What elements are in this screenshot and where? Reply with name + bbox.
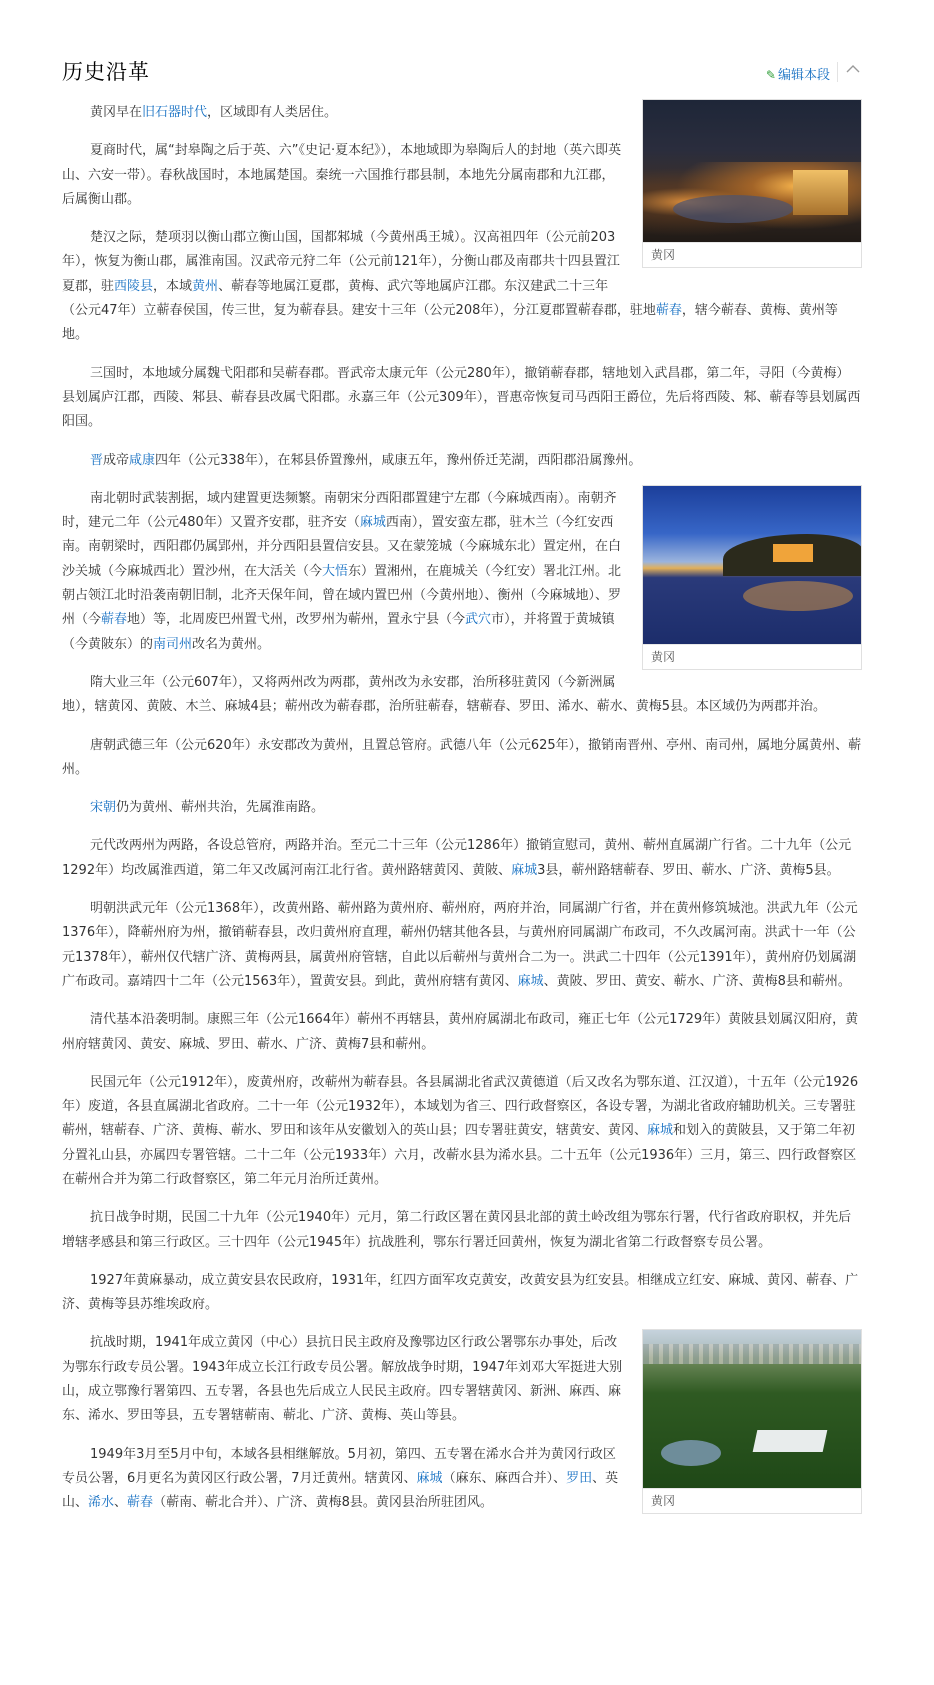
inline-link[interactable]: 麻城 [647,1123,674,1139]
paragraph-text: 西南），置安蛮左郡，驻木兰（今红安西南。南朝梁时，西阳郡仍属郢州，并分西阳县置信安县。又在蒙笼城（今麻城东北）置定州，在白沙关城（今麻城西北）置沙州，在大活关（今 [62,515,622,579]
paragraph-text: （蕲南、蕲北合并）、广济、黄梅8县。黄冈县治所驻团风。 [153,1495,493,1511]
inline-link[interactable]: 宋朝 [90,800,117,816]
paragraph [62,1071,862,1192]
paragraph-text: 南北朝时武装割据，域内建置更迭频繁。南朝宋分西阳郡置建宁左郡（今麻城西南）。南朝齐时，建元二年（公元480年）又置齐安郡，驻齐安（ [62,490,617,531]
paragraph-text: 楚汉之际，楚项羽以衡山郡立衡山国，国都邾城（今黄州禹王城）。汉高祖四年（公元前203年），恢复为衡山郡，属淮南国。汉武帝元狩二年（公元前121年），分衡山郡及南郡共十四县置江夏郡，驻 [62,230,620,294]
paragraph-text: ，本域 [153,278,193,294]
inline-link[interactable]: 浠水 [88,1495,115,1511]
paragraph-text: 3县，蕲州路辖蕲春、罗田、蕲水、广济、黄梅5县。 [537,862,840,878]
paragraph-text: 成帝 [103,452,130,468]
inline-link[interactable]: 旧石器时代 [142,105,208,120]
inline-link[interactable]: 武穴 [465,612,492,628]
inline-link[interactable]: 麻城 [359,515,386,531]
paragraph [62,671,862,720]
inline-link[interactable]: 麻城 [416,1470,443,1486]
night-city-photo[interactable] [643,100,861,242]
paragraph-text: 东）置湘州，在鹿城关（今红安）署北江州。北朝占领江北时沿袭南朝旧制，北齐天保年间，曾在域内置巴州（今黄州地）、衡州（今麻城地）、罗州（今 [62,563,622,628]
paragraph-text: 、黄陂、罗田、黄安、蕲水、广济、黄梅8县和蕲州。 [543,973,851,989]
image-figure[interactable] [642,485,862,670]
inline-link[interactable]: 麻城 [517,973,544,989]
dusk-lake-photo[interactable] [643,486,861,644]
inline-link[interactable]: 黄州 [192,278,219,294]
pencil-icon: ✎ [765,68,776,82]
paragraph [62,1269,862,1318]
paragraph-text: 隋大业三年（公元607年），又将两州改为两郡，黄州改为永安郡，治所移驻黄冈（今新洲属地），辖黄冈、黄陂、木兰、麻城4县；蕲州改为蕲春郡，治所驻蕲春，辖蕲春、罗田、浠水、蕲水、黄梅5县。本区域仍为两郡并治。 [62,674,827,715]
paragraph-text: 四年（公元338年），在邾县侨置豫州，咸康五年，豫州侨迁芜湖，西阳郡沿属豫州。 [155,452,642,468]
section-content [62,101,862,1530]
paragraph [62,362,862,435]
paragraph-text: 地）等，北周废巴州置弋州，改罗州为蕲州，置永宁县（今 [127,612,466,628]
paragraph-text: 市），并将置于黄城镇（今黄陂东）的 [62,612,615,652]
paragraph-text: 清代基本沿袭明制。康熙三年（公元1664年）蕲州不再辖县，黄州府属湖北布政司，雍正七年（公元1729年）黄陂县划属汉阳府，黄州府辖黄冈、黄安、麻城、罗田、蕲水、广济、黄梅7县和蕲州。 [62,1012,859,1052]
paragraph-text: 、英山、 [62,1470,619,1511]
edit-section-label: 编辑本段 [777,68,830,83]
paragraph-text: 民国元年（公元1912年），废黄州府，改蕲州为蕲春县。各县属湖北省武汉黄德道（后又改名为鄂东道、江汉道），十五年（公元1926年）废道，各县直属湖北省政府。二十一年（公元1932年），本域划为省三、四行政督察区，各设专署，为湖北省政府辅助机关。三专署驻蕲州，辖蕲春、广济、黄梅、蕲水、罗田和该年从安徽划入的英山县；四专署驻黄安，辖黄安、黄冈、 [62,1074,859,1139]
inline-link[interactable]: 咸康 [129,452,156,468]
inline-link[interactable]: 麻城 [511,862,538,878]
inline-link[interactable]: 蕲春 [127,1495,154,1511]
inline-link[interactable]: 南司州 [153,636,193,652]
inline-link[interactable]: 罗田 [566,1470,593,1486]
paragraph-text: ，辖今蕲春、黄梅、黄州等地。 [62,303,838,343]
paragraph-text: 唐朝武德三年（公元620年）永安郡改为黄州，且置总管府。武德八年（公元625年），撤销南晋州、亭州、南司州，属地分属黄州、蕲州。 [62,737,862,777]
paragraph-text: 元代改两州为两路，各设总管府，两路并治。至元二十三年（公元1286年）撤销宣慰司，黄州、蕲州直属湖广行省。二十九年（公元1292年）均改属淮西道，第二年又改属河南江北行省。黄州路辖黄冈、黄陂、 [62,838,852,878]
paragraph-text: 黄冈早在 [90,105,143,120]
paragraph-text: 、蕲春等地属江夏郡，黄梅、武穴等地属庐江郡。东汉建武二十三年（公元47年）立蕲春侯国，传三世，复为蕲春县。建安十三年（公元208年），分江夏郡置蕲春郡，驻地 [62,278,656,319]
paragraph [62,449,862,473]
inline-link[interactable]: 西陵县 [114,278,154,294]
inline-link[interactable]: 晋 [90,452,104,468]
paragraph-text: 仍为黄州、蕲州共治，先属淮南路。 [116,800,325,816]
paragraph [62,1008,862,1057]
section-header [62,56,862,96]
paragraph-text: 明朝洪武元年（公元1368年），改黄州路、蕲州路为黄州府、蕲州府，两府并治，同属湖广行省，并在黄州修筑城池。洪武九年（公元1376年），降蕲州府为州，撤销蕲春县，改归黄州府直理，蕲州仍辖其他各县，与黄州府同属湖广布政司，不久改属河南。洪武十一年（公元1378年），蕲州仅代辖广济、黄梅两县，属黄州府管辖，自此以后蕲州与黄州合二为一。洪武二十四年（公元1391年），黄州府仍划属湖广布政司。嘉靖四十二年（公元1563年），置黄安县。到此，黄州府辖有黄冈、 [62,901,858,989]
paragraph [62,1206,862,1255]
image-caption: 黄冈 [643,242,861,267]
paragraph-text: 改名为黄州。 [192,636,271,652]
paragraph [62,796,862,820]
inline-link[interactable]: 蕲春 [655,303,682,319]
paragraph [62,734,862,783]
paragraph-text: 三国时，本地域分属魏弋阳郡和吴蕲春郡。晋武帝太康元年（公元280年），撤销蕲春郡，辖地划入武昌郡，第二年，寻阳（今黄梅）县划属庐江郡，西陵、邾县、蕲春县改属弋阳郡。永嘉三年（公元309年），晋惠帝恢复司马西阳王爵位，先后将西陵、邾、蕲春等县划属西阳国。 [62,365,861,430]
image-figure[interactable] [642,99,862,268]
paragraph [62,834,862,883]
aerial-city-photo[interactable] [643,1330,861,1488]
paragraph-text: 抗日战争时期，民国二十九年（公元1940年）元月，第二行政区署在黄冈县北部的黄土岭改组为鄂东行署，代行省政府职权，并先后增辖孝感县和第三行政区。三十四年（公元1945年）抗战胜利，鄂东行署迁回黄州，恢复为湖北省第二行政督察专员公署。 [62,1210,852,1250]
paragraph-text: 夏商时代，属“封皋陶之后于英、六”《史记·夏本纪》），本地域即为皋陶后人的封地（英六即英山、六安一带）。春秋战国时，本地属楚国。秦统一六国推行郡县制，本地先分属南郡和九江郡，后属衡山郡。 [62,143,622,207]
paragraph-text: 和划入的黄陂县，又于第二年初分置礼山县，亦属四专署管辖。二十二年（公元1933年）六月，改蕲水县为浠水县。二十五年（公元1936年）三月，第三、四行政督察区在蕲州合并为第二行政督察区，第二年元月治所迁黄州。 [62,1123,857,1187]
paragraph-text: （麻东、麻西合并）、 [442,1470,567,1486]
image-caption: 黄冈 [643,644,861,669]
header-divider [837,62,838,82]
paragraph-text: 抗战时期，1941年成立黄冈（中心）县抗日民主政府及豫鄂边区行政公署鄂东办事处，后改为鄂东行政专员公署。1943年成立长江行政专员公署。解放战争时期，1947年刘邓大军挺进大别山，成立鄂豫行署第四、五专署，各县也先后成立人民民主政府。四专署辖黄冈、新洲、麻西、麻东、浠水、罗田等县，五专署辖蕲南、蕲北、广济、黄梅、英山等县。 [62,1335,623,1424]
paragraph-text: 、 [114,1495,128,1511]
chevron-up-icon[interactable] [844,58,862,80]
image-caption: 黄冈 [643,1488,861,1513]
paragraph [62,897,862,994]
image-figure[interactable] [642,1329,862,1514]
paragraph-text: 1927年黄麻暴动，成立黄安县农民政府，1931年，红四方面军攻克黄安，改黄安县为红安县。相继成立红安、麻城、黄冈、蕲春、广济、黄梅等县苏维埃政府。 [62,1272,859,1313]
inline-link[interactable]: 蕲春 [101,612,128,628]
inline-link[interactable]: 大悟 [322,563,349,579]
paragraph-text: 1949年3月至5月中旬，本域各县相继解放。5月初，第四、五专署在浠水合并为黄冈行政区专员公署，6月更名为黄冈区行政公署，7月迁黄州。辖黄冈、 [62,1446,616,1486]
section-title: 历史沿革 [62,60,150,84]
edit-section-button[interactable] [766,64,830,83]
paragraph-text: ，区域即有人类居住。 [207,105,338,120]
